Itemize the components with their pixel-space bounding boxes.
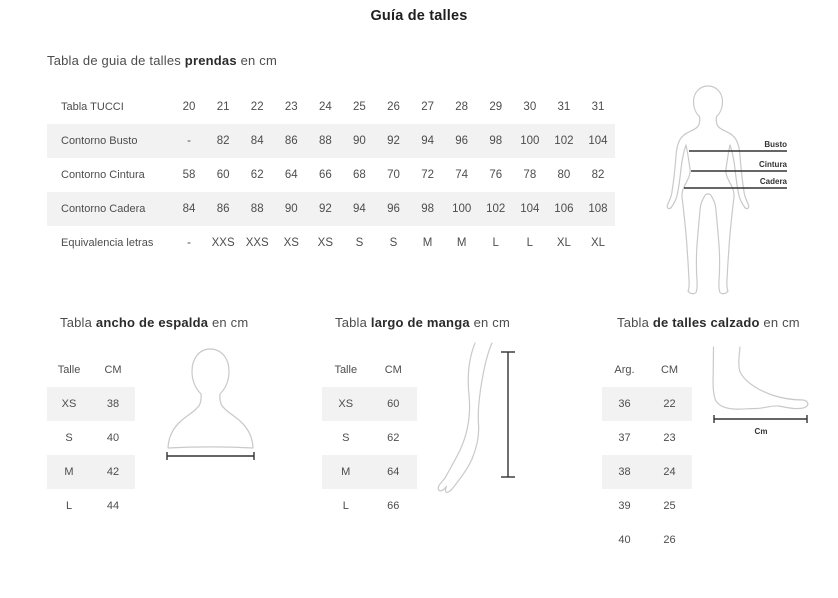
size-cell: 98 bbox=[421, 203, 434, 215]
espalda-heading-pre: Tabla bbox=[60, 315, 96, 330]
size-cell: 72 bbox=[421, 169, 434, 181]
size-cell: 86 bbox=[216, 203, 230, 215]
manga-figure bbox=[430, 340, 525, 505]
size-cell: 58 bbox=[182, 169, 196, 181]
calzado-heading-bold: de talles calzado bbox=[652, 315, 760, 330]
mini-cell: L bbox=[342, 500, 349, 512]
arm-silhouette bbox=[438, 343, 492, 492]
calzado-heading-pre: Tabla bbox=[617, 315, 653, 330]
mini-cell: S bbox=[65, 432, 73, 444]
row-label: Contorno Cintura bbox=[61, 169, 145, 181]
mini-cell: L bbox=[65, 500, 73, 512]
mini-cell: 44 bbox=[106, 500, 120, 512]
size-cell: 80 bbox=[557, 169, 571, 181]
size-cell: 86 bbox=[284, 135, 298, 147]
calzado-heading-post: en cm bbox=[759, 315, 800, 330]
size-cell: 92 bbox=[318, 203, 332, 215]
size-cell: 78 bbox=[523, 169, 537, 181]
size-cell: 70 bbox=[387, 169, 400, 181]
mini-cell: S bbox=[342, 432, 350, 444]
size-cell: 82 bbox=[216, 135, 230, 147]
mini-header-row bbox=[602, 353, 692, 387]
mini-cell: CM bbox=[384, 364, 402, 376]
size-cell: XS bbox=[317, 237, 334, 249]
manga-heading-pre: Tabla bbox=[335, 315, 371, 330]
mini-cell: Talle bbox=[334, 364, 358, 376]
size-cell: 31 bbox=[557, 101, 571, 113]
size-cell: 98 bbox=[489, 135, 503, 147]
size-cell: 106 bbox=[554, 203, 574, 215]
size-cell: S bbox=[355, 237, 364, 249]
mini-cell: Talle bbox=[57, 364, 81, 376]
size-cell: XXS bbox=[211, 237, 235, 249]
row-label: Tabla TUCCI bbox=[61, 101, 124, 113]
mini-cell: 64 bbox=[387, 466, 400, 478]
size-cell: 26 bbox=[387, 101, 400, 113]
size-cell: 88 bbox=[318, 135, 332, 147]
size-cell: - bbox=[187, 135, 191, 147]
table-row bbox=[47, 124, 615, 158]
mini-cell: M bbox=[341, 466, 351, 478]
foot-silhouette bbox=[713, 347, 808, 409]
mini-cell: 40 bbox=[618, 534, 631, 546]
size-cell: 68 bbox=[353, 169, 366, 181]
size-cell: 74 bbox=[455, 169, 469, 181]
mini-cell: 60 bbox=[387, 398, 400, 410]
espalda-heading bbox=[60, 315, 248, 330]
size-cell: L bbox=[526, 237, 534, 249]
size-cell: 102 bbox=[486, 203, 506, 215]
mini-cell: 39 bbox=[618, 500, 631, 512]
mini-cell: 25 bbox=[663, 500, 676, 512]
mini-cell: 40 bbox=[106, 432, 120, 444]
body-measurements-figure bbox=[663, 82, 838, 297]
size-cell: M bbox=[422, 237, 433, 249]
mini-row bbox=[322, 489, 417, 523]
size-cell: 28 bbox=[455, 101, 469, 113]
mini-row bbox=[602, 421, 692, 455]
size-cell: 92 bbox=[387, 135, 400, 147]
size-cell: S bbox=[389, 237, 398, 249]
mini-cell: 23 bbox=[663, 432, 676, 444]
mini-row bbox=[47, 489, 135, 523]
size-cell: 84 bbox=[250, 135, 264, 147]
mini-cell: M bbox=[64, 466, 74, 478]
mini-cell: 38 bbox=[106, 398, 120, 410]
mini-cell: CM bbox=[660, 364, 679, 376]
prendas-heading bbox=[47, 53, 277, 68]
size-cell: 88 bbox=[250, 203, 264, 215]
size-cell: 100 bbox=[520, 135, 540, 147]
body-silhouette bbox=[667, 86, 748, 294]
mini-cell: CM bbox=[104, 364, 122, 376]
size-cell: 62 bbox=[250, 169, 264, 181]
prendas-heading-pre: Tabla de guia de talles bbox=[47, 53, 185, 68]
size-cell: 21 bbox=[216, 101, 230, 113]
size-cell: XXS bbox=[245, 237, 269, 249]
row-label: Contorno Busto bbox=[61, 135, 138, 147]
mini-row bbox=[322, 421, 417, 455]
mini-cell: 24 bbox=[663, 466, 676, 478]
size-cell: 100 bbox=[452, 203, 472, 215]
mini-cell: XS bbox=[61, 398, 77, 410]
size-cell: 96 bbox=[455, 135, 469, 147]
mini-row bbox=[602, 387, 692, 421]
table-row bbox=[47, 158, 615, 192]
size-cell: 94 bbox=[421, 135, 434, 147]
calzado-heading bbox=[617, 315, 800, 330]
size-cell: 84 bbox=[182, 203, 196, 215]
size-cell: 25 bbox=[353, 101, 366, 113]
size-cell: 90 bbox=[353, 135, 366, 147]
row-label: Contorno Cadera bbox=[61, 203, 146, 215]
espalda-heading-post: en cm bbox=[208, 315, 249, 330]
mini-cell: 66 bbox=[387, 500, 400, 512]
size-cell: 66 bbox=[318, 169, 332, 181]
mini-cell: Arg. bbox=[614, 364, 635, 376]
size-cell: 64 bbox=[284, 169, 298, 181]
espalda-heading-bold: ancho de espalda bbox=[95, 315, 209, 330]
page-title: Guía de talles bbox=[370, 8, 468, 24]
espalda-figure bbox=[163, 343, 258, 465]
mini-row bbox=[322, 455, 417, 489]
size-cell: 102 bbox=[554, 135, 574, 147]
mini-cell: 22 bbox=[663, 398, 676, 410]
calzado-table bbox=[602, 353, 692, 557]
size-cell: 22 bbox=[250, 101, 264, 113]
size-cell: 23 bbox=[284, 101, 298, 113]
size-cell: XS bbox=[283, 237, 299, 249]
size-cell: 96 bbox=[387, 203, 400, 215]
size-cell: XL bbox=[556, 237, 571, 249]
size-cell: 104 bbox=[520, 203, 540, 215]
mini-cell: 38 bbox=[618, 466, 631, 478]
size-cell: M bbox=[456, 237, 467, 249]
size-cell: 76 bbox=[489, 169, 503, 181]
garment-size-table bbox=[47, 90, 615, 260]
manga-heading-bold: largo de manga bbox=[370, 315, 470, 330]
size-cell: 31 bbox=[591, 101, 605, 113]
size-cell: 20 bbox=[182, 101, 196, 113]
cintura-label: Cintura bbox=[759, 160, 787, 169]
mini-cell: XS bbox=[338, 398, 354, 410]
cadera-label: Cadera bbox=[759, 177, 787, 186]
mini-row bbox=[47, 387, 135, 421]
size-cell: 24 bbox=[318, 101, 332, 113]
mini-cell: 62 bbox=[387, 432, 400, 444]
shoulders-silhouette bbox=[168, 349, 253, 448]
calzado-figure bbox=[710, 345, 810, 440]
mini-cell: 36 bbox=[618, 398, 631, 410]
mini-header-row bbox=[322, 353, 417, 387]
mini-row bbox=[322, 387, 417, 421]
size-cell: XL bbox=[590, 237, 606, 249]
mini-row bbox=[602, 523, 692, 557]
size-cell: L bbox=[492, 237, 499, 249]
manga-heading bbox=[335, 315, 510, 330]
manga-heading-post: en cm bbox=[469, 315, 510, 330]
mini-row bbox=[602, 455, 692, 489]
size-cell: 30 bbox=[523, 101, 537, 113]
espalda-table bbox=[47, 353, 135, 523]
size-cell: 82 bbox=[591, 169, 605, 181]
size-cell: 90 bbox=[284, 203, 298, 215]
mini-cell: 42 bbox=[106, 466, 120, 478]
mini-cell: 26 bbox=[663, 534, 676, 546]
mini-row bbox=[47, 455, 135, 489]
row-label: Equivalencia letras bbox=[61, 237, 154, 249]
size-cell: - bbox=[187, 237, 191, 249]
manga-table bbox=[322, 353, 417, 523]
busto-label: Busto bbox=[764, 140, 787, 149]
size-cell: 27 bbox=[421, 101, 434, 113]
mini-cell: 37 bbox=[618, 432, 631, 444]
size-cell: 104 bbox=[588, 135, 608, 147]
prendas-heading-post: en cm bbox=[236, 53, 277, 68]
size-cell: 94 bbox=[353, 203, 366, 215]
size-cell: 29 bbox=[489, 101, 503, 113]
size-cell: 108 bbox=[588, 203, 608, 215]
calzado-cm-label: Cm bbox=[754, 427, 768, 436]
table-row bbox=[47, 226, 615, 260]
size-cell: 60 bbox=[216, 169, 230, 181]
mini-header-row bbox=[47, 353, 135, 387]
prendas-heading-bold: prendas bbox=[184, 53, 237, 68]
mini-row bbox=[47, 421, 135, 455]
table-row bbox=[47, 192, 615, 226]
mini-row bbox=[602, 489, 692, 523]
table-row bbox=[47, 90, 615, 124]
